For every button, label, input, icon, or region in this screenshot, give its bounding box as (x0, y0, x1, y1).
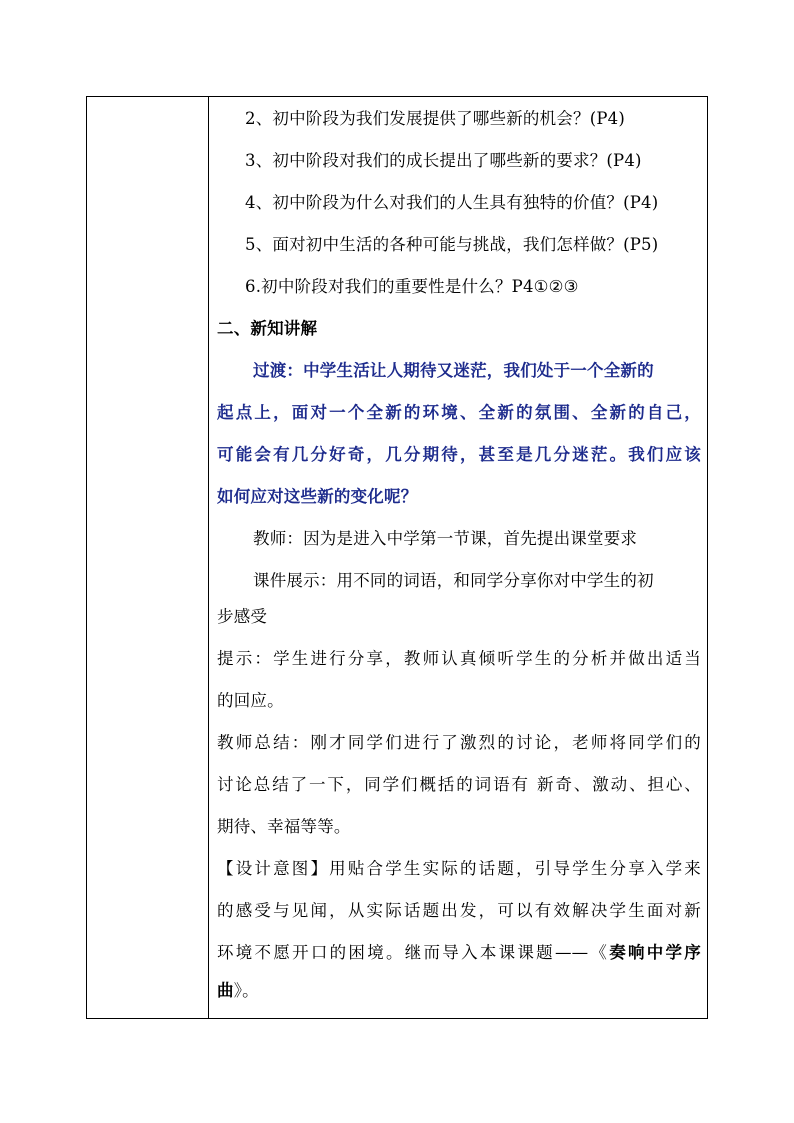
transition-line-3: 可能会有几分好奇，几分期待，甚至是几分迷茫。我们应该 (217, 445, 701, 464)
hint-line-1: 提示：学生进行分享，教师认真倾听学生的分析并做出适当 (217, 649, 701, 668)
column-divider (208, 97, 209, 1018)
lesson-title-part-1: 奏响中学序 (609, 943, 702, 962)
design-line-3 (217, 943, 701, 963)
design-line-2: 的感受与见闻，从实际话题出发，可以有效解决学生面对新 (217, 901, 701, 920)
courseware-line-1: 课件展示：用不同的词语，和同学分享你对中学生的初 (253, 571, 654, 590)
transition-line-1: 过渡：中学生活让人期待又迷茫，我们处于一个全新的 (253, 361, 654, 380)
question-2: 2、初中阶段为我们发展提供了哪些新的机会？(P4) (245, 109, 625, 128)
section-title: 二、新知讲解 (217, 319, 318, 338)
design-line-4-text: 》。 (233, 981, 259, 1000)
lesson-table (86, 96, 708, 1019)
summary-line-1: 教师总结：刚才同学们进行了激烈的讨论，老师将同学们的 (217, 733, 701, 752)
question-6: 6.初中阶段对我们的重要性是什么？P4①②③ (245, 277, 579, 296)
summary-line-3: 期待、幸福等等。 (217, 817, 351, 836)
design-line-3-text: 环境不愿开口的困境。继而导入本课课题——《 (217, 943, 610, 962)
courseware-line-2: 步感受 (217, 607, 268, 626)
hint-line-2: 的回应。 (217, 691, 284, 710)
transition-line-4: 如何应对这些新的变化呢？ (217, 487, 418, 506)
question-4: 4、初中阶段为什么对我们的人生具有独特的价值？(P4) (245, 193, 659, 212)
summary-line-2: 讨论总结了一下，同学们概括的词语有 新奇、激动、担心、 (217, 775, 701, 794)
content-cell (217, 97, 701, 1018)
question-3: 3、初中阶段对我们的成长提出了哪些新的要求？(P4) (245, 151, 642, 170)
teacher-line: 教师：因为是进入中学第一节课，首先提出课堂要求 (253, 529, 638, 548)
design-line-1: 【设计意图】用贴合学生实际的话题，引导学生分享入学来 (217, 859, 701, 878)
transition-line-2: 起点上，面对一个全新的环境、全新的氛围、全新的自己， (217, 403, 701, 422)
question-5: 5、面对初中生活的各种可能与挑战，我们怎样做？(P5) (245, 235, 659, 254)
lesson-title-part-2: 曲 (217, 981, 234, 1000)
design-line-4 (217, 981, 701, 1001)
